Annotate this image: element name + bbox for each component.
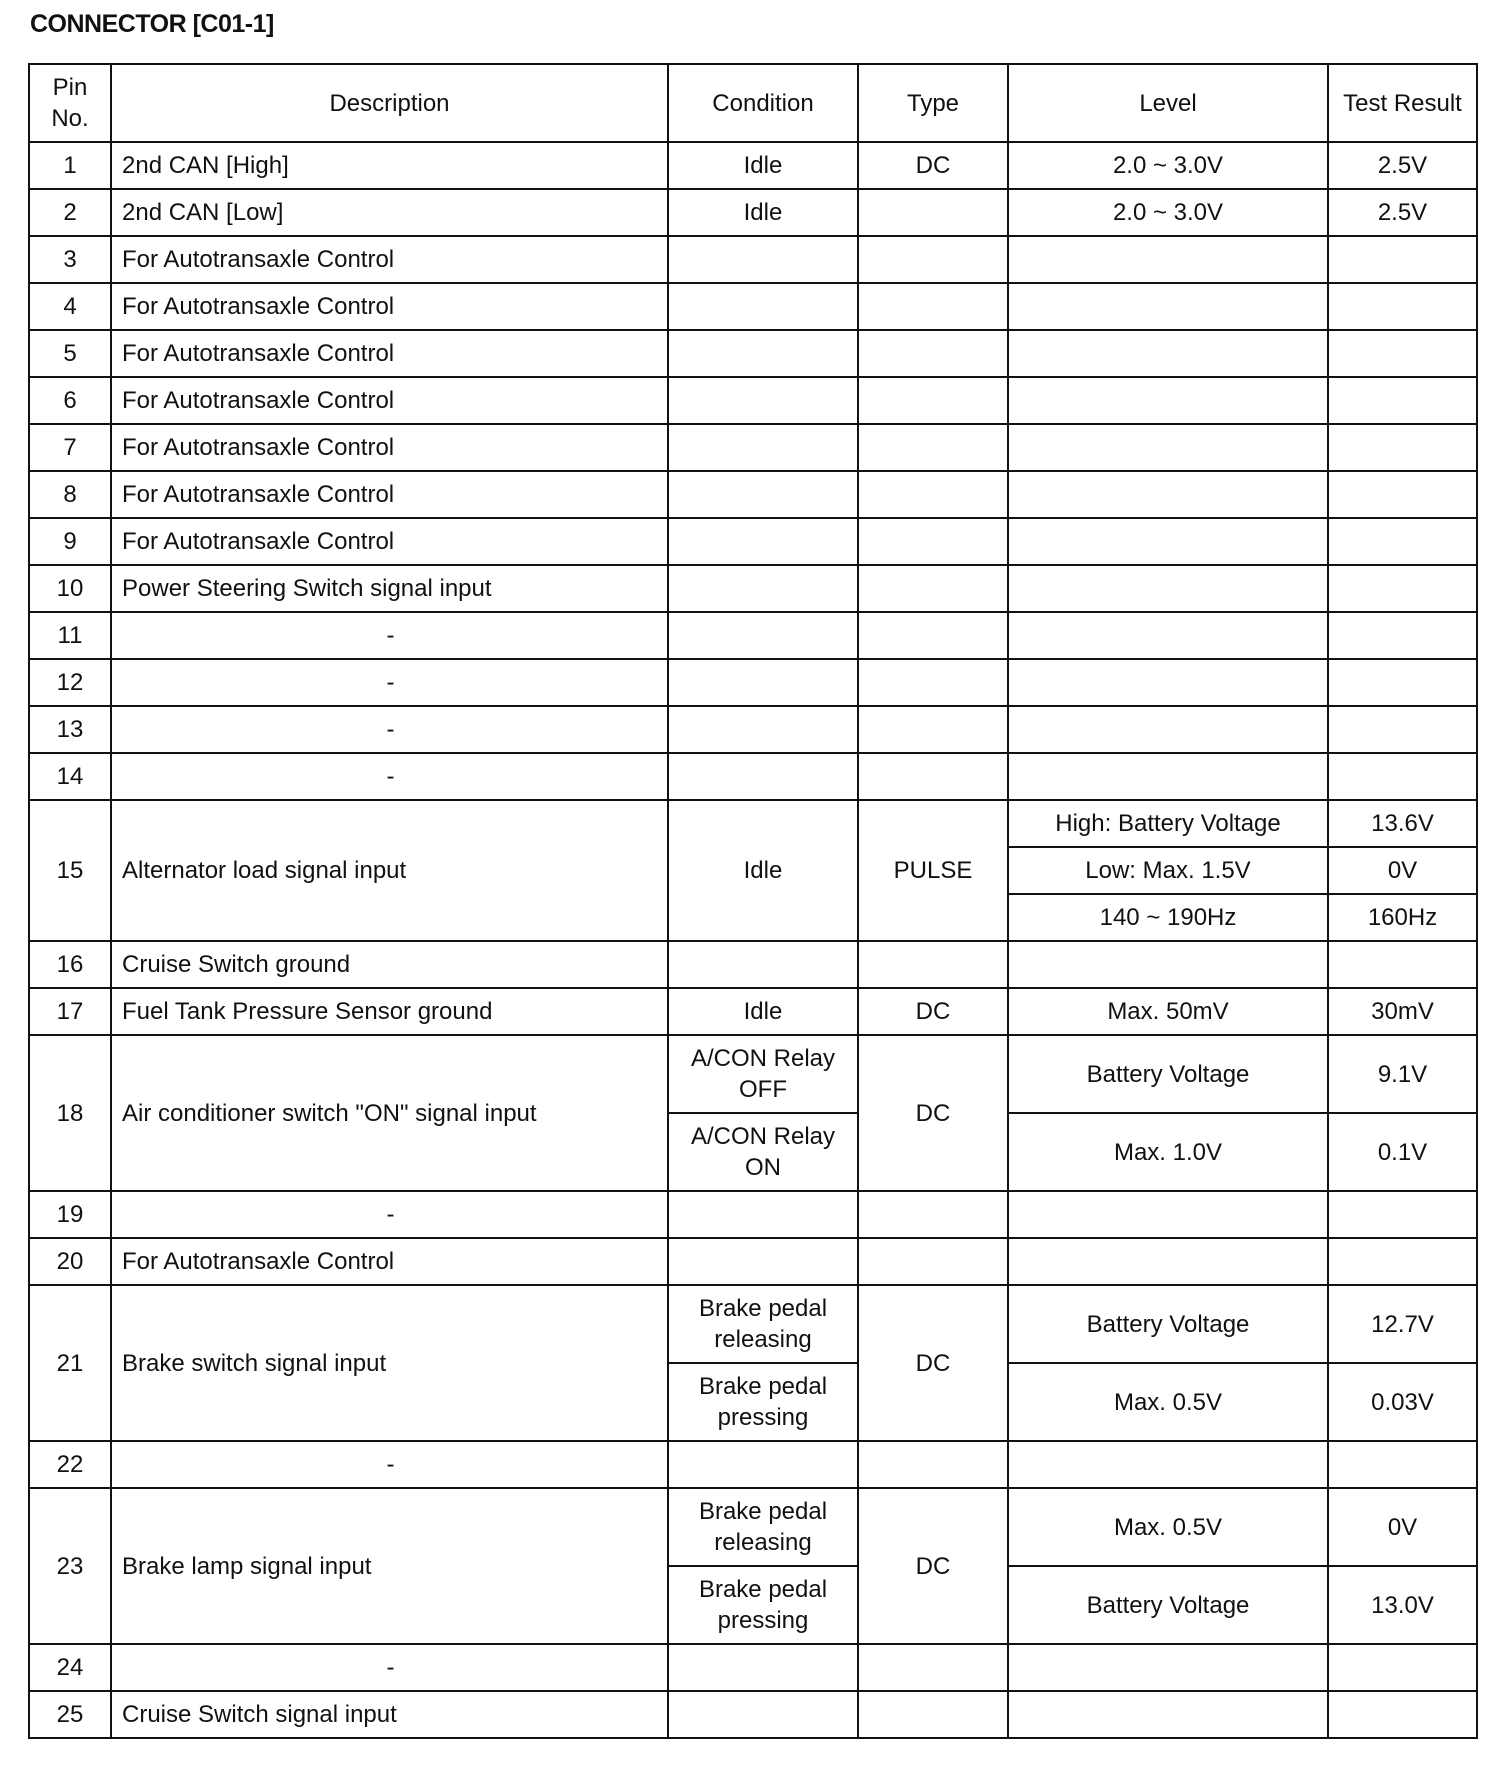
pin-number: 15 <box>29 800 111 941</box>
level <box>1008 941 1328 988</box>
pin-number: 21 <box>29 1285 111 1441</box>
test-result: 2.5V <box>1328 189 1477 236</box>
test-result: 0V <box>1328 847 1477 894</box>
pin-number: 19 <box>29 1191 111 1238</box>
pin-description: For Autotransaxle Control <box>111 518 668 565</box>
test-result: 12.7V <box>1328 1285 1477 1363</box>
test-result: 0.1V <box>1328 1113 1477 1191</box>
condition <box>668 424 858 471</box>
condition <box>668 377 858 424</box>
condition: A/CON Relay ON <box>668 1113 858 1191</box>
signal-type <box>858 377 1008 424</box>
condition <box>668 659 858 706</box>
pin-number: 11 <box>29 612 111 659</box>
signal-type <box>858 283 1008 330</box>
condition <box>668 330 858 377</box>
table-row <box>29 1191 1477 1238</box>
pin-description: - <box>111 1644 668 1691</box>
table-header-row <box>29 64 1477 142</box>
level <box>1008 753 1328 800</box>
pin-number: 14 <box>29 753 111 800</box>
condition: Idle <box>668 142 858 189</box>
pin-number: 17 <box>29 988 111 1035</box>
test-result <box>1328 236 1477 283</box>
signal-type: DC <box>858 1035 1008 1191</box>
test-result <box>1328 1238 1477 1285</box>
level <box>1008 1691 1328 1738</box>
condition <box>668 1644 858 1691</box>
test-result <box>1328 377 1477 424</box>
level <box>1008 1191 1328 1238</box>
table-row <box>29 612 1477 659</box>
signal-type <box>858 424 1008 471</box>
signal-type <box>858 753 1008 800</box>
signal-type <box>858 1238 1008 1285</box>
table-row <box>29 1441 1477 1488</box>
level <box>1008 377 1328 424</box>
table-row <box>29 565 1477 612</box>
table-row <box>29 330 1477 377</box>
test-result <box>1328 330 1477 377</box>
test-result: 13.0V <box>1328 1566 1477 1644</box>
pin-number: 6 <box>29 377 111 424</box>
pin-number: 16 <box>29 941 111 988</box>
pin-description: For Autotransaxle Control <box>111 424 668 471</box>
test-result: 2.5V <box>1328 142 1477 189</box>
pin-description: Brake lamp signal input <box>111 1488 668 1644</box>
table-row <box>29 1238 1477 1285</box>
condition <box>668 941 858 988</box>
level <box>1008 424 1328 471</box>
condition <box>668 1191 858 1238</box>
header-description: Description <box>111 64 668 142</box>
table-row <box>29 236 1477 283</box>
table-row <box>29 753 1477 800</box>
level: Battery Voltage <box>1008 1035 1328 1113</box>
pin-description: - <box>111 706 668 753</box>
level: Battery Voltage <box>1008 1566 1328 1644</box>
connector-title: CONNECTOR [C01-1] <box>30 10 274 38</box>
pin-description: Cruise Switch signal input <box>111 1691 668 1738</box>
condition <box>668 1238 858 1285</box>
pin-number: 12 <box>29 659 111 706</box>
table-row <box>29 377 1477 424</box>
pin-description: For Autotransaxle Control <box>111 236 668 283</box>
test-result <box>1328 471 1477 518</box>
signal-type <box>858 236 1008 283</box>
condition <box>668 236 858 283</box>
pin-number: 13 <box>29 706 111 753</box>
pin-description: Fuel Tank Pressure Sensor ground <box>111 988 668 1035</box>
header-type: Type <box>858 64 1008 142</box>
condition: Brake pedal releasing <box>668 1285 858 1363</box>
signal-type <box>858 189 1008 236</box>
signal-type: DC <box>858 1488 1008 1644</box>
header-level: Level <box>1008 64 1328 142</box>
condition <box>668 518 858 565</box>
level: High: Battery Voltage <box>1008 800 1328 847</box>
signal-type <box>858 565 1008 612</box>
test-result <box>1328 1691 1477 1738</box>
pin-number: 9 <box>29 518 111 565</box>
table-row <box>29 142 1477 189</box>
level: 2.0 ~ 3.0V <box>1008 142 1328 189</box>
signal-type: DC <box>858 142 1008 189</box>
condition <box>668 471 858 518</box>
test-result: 30mV <box>1328 988 1477 1035</box>
pin-number: 20 <box>29 1238 111 1285</box>
level <box>1008 565 1328 612</box>
table-row <box>29 800 1477 847</box>
table-row <box>29 189 1477 236</box>
level: 140 ~ 190Hz <box>1008 894 1328 941</box>
condition: Brake pedal releasing <box>668 1488 858 1566</box>
connector-pin-table <box>28 63 1478 1739</box>
table-row <box>29 706 1477 753</box>
pin-description: For Autotransaxle Control <box>111 1238 668 1285</box>
pin-description: - <box>111 612 668 659</box>
pin-description: For Autotransaxle Control <box>111 330 668 377</box>
level <box>1008 659 1328 706</box>
signal-type <box>858 1644 1008 1691</box>
pin-description: Cruise Switch ground <box>111 941 668 988</box>
test-result: 9.1V <box>1328 1035 1477 1113</box>
header-pin: Pin No. <box>29 64 111 142</box>
level: Max. 1.0V <box>1008 1113 1328 1191</box>
pin-description: Brake switch signal input <box>111 1285 668 1441</box>
test-result <box>1328 565 1477 612</box>
pin-description: - <box>111 1191 668 1238</box>
pin-description: Alternator load signal input <box>111 800 668 941</box>
pin-description: 2nd CAN [Low] <box>111 189 668 236</box>
signal-type <box>858 941 1008 988</box>
pin-description: For Autotransaxle Control <box>111 471 668 518</box>
condition <box>668 565 858 612</box>
test-result: 0.03V <box>1328 1363 1477 1441</box>
pin-number: 5 <box>29 330 111 377</box>
pin-number: 23 <box>29 1488 111 1644</box>
header-result: Test Result <box>1328 64 1477 142</box>
test-result <box>1328 283 1477 330</box>
level: Max. 50mV <box>1008 988 1328 1035</box>
header-condition: Condition <box>668 64 858 142</box>
test-result: 13.6V <box>1328 800 1477 847</box>
pin-description: For Autotransaxle Control <box>111 377 668 424</box>
signal-type <box>858 1691 1008 1738</box>
signal-type <box>858 612 1008 659</box>
signal-type <box>858 518 1008 565</box>
pin-description: - <box>111 753 668 800</box>
condition: A/CON Relay OFF <box>668 1035 858 1113</box>
table-row <box>29 659 1477 706</box>
level <box>1008 612 1328 659</box>
level <box>1008 1441 1328 1488</box>
test-result <box>1328 518 1477 565</box>
signal-type <box>858 659 1008 706</box>
table-row <box>29 1488 1477 1566</box>
pin-description: 2nd CAN [High] <box>111 142 668 189</box>
pin-number: 2 <box>29 189 111 236</box>
table-row <box>29 1644 1477 1691</box>
pin-number: 4 <box>29 283 111 330</box>
table-row <box>29 1035 1477 1113</box>
pin-number: 10 <box>29 565 111 612</box>
pin-description: Air conditioner switch "ON" signal input <box>111 1035 668 1191</box>
pin-description: - <box>111 1441 668 1488</box>
level: Max. 0.5V <box>1008 1363 1328 1441</box>
test-result <box>1328 424 1477 471</box>
condition <box>668 1441 858 1488</box>
table-row <box>29 518 1477 565</box>
condition <box>668 1691 858 1738</box>
level: Max. 0.5V <box>1008 1488 1328 1566</box>
test-result: 160Hz <box>1328 894 1477 941</box>
signal-type <box>858 471 1008 518</box>
table-row <box>29 471 1477 518</box>
pin-number: 8 <box>29 471 111 518</box>
level <box>1008 706 1328 753</box>
level <box>1008 330 1328 377</box>
test-result <box>1328 753 1477 800</box>
table-row <box>29 941 1477 988</box>
test-result <box>1328 1441 1477 1488</box>
pin-number: 18 <box>29 1035 111 1191</box>
level <box>1008 236 1328 283</box>
test-result <box>1328 706 1477 753</box>
signal-type <box>858 330 1008 377</box>
pin-number: 7 <box>29 424 111 471</box>
condition <box>668 753 858 800</box>
level: Battery Voltage <box>1008 1285 1328 1363</box>
level: Low: Max. 1.5V <box>1008 847 1328 894</box>
level: 2.0 ~ 3.0V <box>1008 189 1328 236</box>
test-result <box>1328 1191 1477 1238</box>
level <box>1008 1238 1328 1285</box>
condition <box>668 706 858 753</box>
pin-number: 22 <box>29 1441 111 1488</box>
pin-description: - <box>111 659 668 706</box>
pin-number: 3 <box>29 236 111 283</box>
signal-type <box>858 1191 1008 1238</box>
pin-description: For Autotransaxle Control <box>111 283 668 330</box>
table-row <box>29 283 1477 330</box>
signal-type <box>858 1441 1008 1488</box>
condition <box>668 283 858 330</box>
test-result <box>1328 1644 1477 1691</box>
condition: Idle <box>668 988 858 1035</box>
test-result <box>1328 941 1477 988</box>
test-result <box>1328 659 1477 706</box>
pin-description: Power Steering Switch signal input <box>111 565 668 612</box>
test-result: 0V <box>1328 1488 1477 1566</box>
test-result <box>1328 612 1477 659</box>
condition: Idle <box>668 189 858 236</box>
signal-type: DC <box>858 1285 1008 1441</box>
pin-number: 1 <box>29 142 111 189</box>
level <box>1008 518 1328 565</box>
table-row <box>29 1691 1477 1738</box>
condition: Brake pedal pressing <box>668 1566 858 1644</box>
level <box>1008 471 1328 518</box>
signal-type: DC <box>858 988 1008 1035</box>
table-row <box>29 424 1477 471</box>
pin-number: 24 <box>29 1644 111 1691</box>
pin-number: 25 <box>29 1691 111 1738</box>
condition <box>668 612 858 659</box>
level <box>1008 283 1328 330</box>
signal-type: PULSE <box>858 800 1008 941</box>
condition: Idle <box>668 800 858 941</box>
condition: Brake pedal pressing <box>668 1363 858 1441</box>
signal-type <box>858 706 1008 753</box>
table-row <box>29 988 1477 1035</box>
table-row <box>29 1285 1477 1363</box>
level <box>1008 1644 1328 1691</box>
